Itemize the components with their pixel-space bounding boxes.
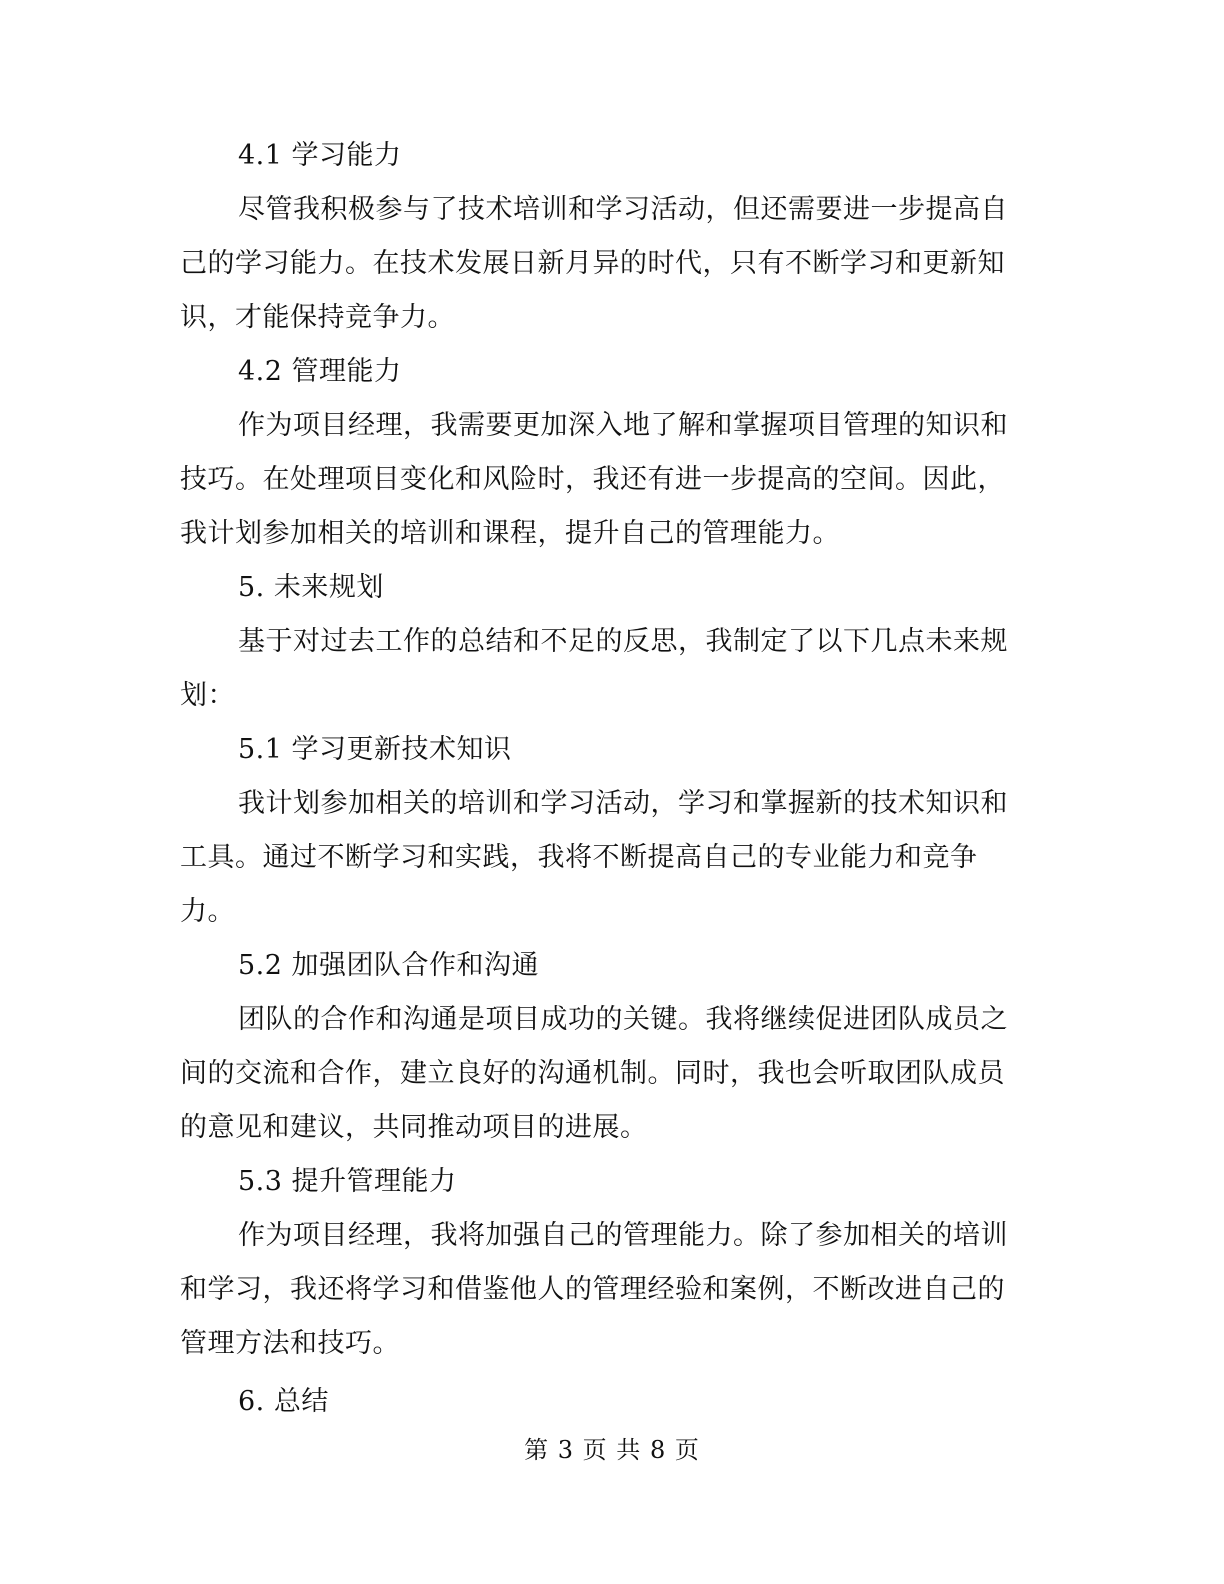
paragraph-management-improve: 作为项目经理，我将加强自己的管理能力。除了参加相关的培训和学习，我还将学习和借鉴他人的管理经验和案例，不断改进自己的管理方法和技巧。 <box>180 1220 1008 1359</box>
paragraph-teamwork: 团队的合作和沟通是项目成功的关键。我将继续促进团队成员之间的交流和合作，建立良好的沟通机制。同时，我也会听取团队成员的意见和建议，共同推动项目的进展。 <box>180 1004 1008 1143</box>
section-heading-5: 5. 未来规划 <box>238 572 384 603</box>
section-heading-6: 6. 总结 <box>238 1386 329 1417</box>
paragraph-management-ability: 作为项目经理，我需要更加深入地了解和掌握项目管理的知识和技巧。在处理项目变化和风险时，我还有进一步提高的空间。因此，我计划参加相关的培训和课程，提升自己的管理能力。 <box>180 410 1008 549</box>
section-heading-5-2: 5.2 加强团队合作和沟通 <box>238 950 540 981</box>
section-heading-4-1: 4.1 学习能力 <box>238 140 402 171</box>
paragraph-learning-ability: 尽管我积极参与了技术培训和学习活动，但还需要进一步提高自己的学习能力。在技术发展日新月异的时代，只有不断学习和更新知识，才能保持竞争力。 <box>180 194 1008 333</box>
paragraph-tech-knowledge: 我计划参加相关的培训和学习活动，学习和掌握新的技术知识和工具。通过不断学习和实践，我将不断提高自己的专业能力和竞争力。 <box>180 788 1008 927</box>
section-heading-5-3: 5.3 提升管理能力 <box>238 1166 457 1197</box>
page-footer: 第 3 页 共 8 页 <box>524 1436 700 1464</box>
section-heading-5-1: 5.1 学习更新技术知识 <box>238 734 512 765</box>
paragraph-future-plan-intro: 基于对过去工作的总结和不足的反思，我制定了以下几点未来规划： <box>180 626 1008 711</box>
section-heading-4-2: 4.2 管理能力 <box>238 356 402 387</box>
document-body <box>180 129 1020 1429</box>
